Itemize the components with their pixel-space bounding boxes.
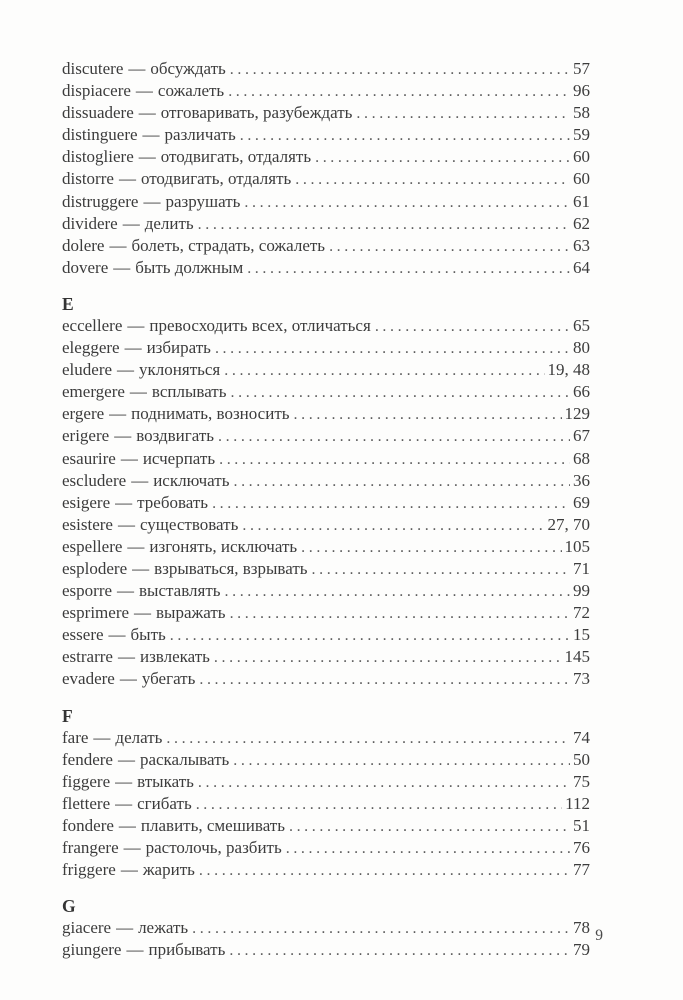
entry-term: espellere — [62, 536, 123, 556]
entry-label — [62, 146, 311, 167]
entry-translation: отодвигать, отдалять — [140, 169, 292, 189]
entry-translation: плавить, смешивать — [140, 815, 285, 835]
entry-term: frangere — [62, 838, 119, 857]
entry-translation: уклоняться — [139, 360, 221, 380]
entry-term: figgere — [62, 771, 111, 791]
entry-separator: — — [134, 603, 152, 623]
entry-page-ref: 51 — [573, 815, 590, 835]
entry-page-ref: 72 — [573, 603, 590, 623]
index-entry — [62, 124, 590, 146]
dot-leader — [231, 381, 571, 403]
entry-translation: прибывать — [148, 940, 226, 960]
entry-term: esaurire — [62, 448, 116, 468]
entry-label — [62, 646, 210, 667]
entry-term: dolere — [62, 235, 105, 255]
entry-page-ref: 57 — [573, 59, 590, 78]
entry-translation: избирать — [146, 338, 211, 358]
entry-translation: выражать — [156, 603, 226, 623]
entry-separator: — — [109, 235, 127, 255]
entry-label — [62, 793, 192, 814]
entry-page-ref: 60 — [573, 147, 590, 167]
entry-page-ref: 68 — [573, 448, 590, 468]
entry-term: distogliere — [62, 147, 134, 167]
dot-leader — [244, 191, 570, 213]
index-entry — [62, 580, 590, 602]
entry-page-ref: 58 — [573, 103, 590, 123]
entry-label — [62, 403, 290, 424]
index-entry — [62, 470, 590, 492]
entry-term: fondere — [62, 815, 114, 835]
entry-term: giacere — [62, 918, 112, 938]
index-entry — [62, 235, 590, 257]
entry-label — [62, 558, 308, 579]
entry-term: essere — [62, 625, 104, 645]
entry-term: escludere — [62, 470, 127, 490]
entry-separator: — — [117, 581, 135, 601]
section-letter: E — [62, 293, 74, 314]
entry-page-ref: 75 — [573, 771, 590, 791]
entry-label — [62, 124, 236, 145]
entry-label — [62, 102, 352, 123]
entry-label — [62, 939, 225, 960]
entry-separator: — — [142, 125, 160, 145]
entry-separator: — — [122, 213, 140, 233]
dot-leader — [224, 359, 544, 381]
dot-leader — [295, 168, 570, 190]
entry-term: esplodere — [62, 558, 128, 578]
index-entry — [62, 668, 590, 690]
entry-label — [62, 727, 162, 748]
entry-label — [62, 917, 188, 938]
entry-separator: — — [117, 514, 135, 534]
index-entry — [62, 168, 590, 190]
dot-leader — [375, 315, 570, 337]
entry-separator: — — [123, 838, 141, 857]
entry-separator: — — [115, 492, 133, 512]
dot-leader — [229, 939, 570, 961]
entry-page-ref: 73 — [573, 669, 590, 689]
dot-leader — [312, 558, 570, 580]
entry-translation: обсуждать — [150, 59, 226, 78]
index-entry — [62, 58, 590, 80]
entry-term: esprimere — [62, 603, 130, 623]
entry-term: erigere — [62, 426, 110, 446]
entry-label — [62, 470, 229, 491]
entry-label — [62, 859, 195, 880]
entry-label — [62, 425, 214, 446]
entry-separator: — — [119, 669, 137, 689]
entry-label — [62, 514, 238, 535]
index-entry — [62, 749, 590, 771]
entry-page-ref: 36 — [573, 470, 590, 490]
entry-label — [62, 381, 227, 402]
entry-separator: — — [118, 169, 136, 189]
entry-term: esigere — [62, 492, 111, 512]
index-entry — [62, 624, 590, 646]
dot-leader — [230, 58, 570, 80]
entry-separator: — — [132, 558, 150, 578]
dot-leader — [225, 580, 571, 602]
dot-leader — [215, 337, 570, 359]
dot-leader — [286, 837, 570, 859]
dot-leader — [212, 492, 570, 514]
entry-term: giungere — [62, 940, 122, 960]
entry-translation: сгибать — [137, 793, 192, 813]
dot-leader — [166, 727, 570, 749]
entry-translation: жарить — [142, 860, 195, 880]
index-entry — [62, 492, 590, 514]
index-entry — [62, 403, 590, 425]
dot-leader — [170, 624, 570, 646]
index-entry — [62, 727, 590, 749]
entry-label — [62, 837, 282, 858]
section-letter: G — [62, 896, 76, 917]
entry-label — [62, 191, 240, 212]
entry-page-ref: 129 — [564, 404, 590, 424]
entry-page-ref: 76 — [573, 838, 590, 857]
entry-page-ref: 65 — [573, 315, 590, 335]
entry-translation: раскалывать — [139, 749, 230, 769]
entry-translation: превосходить всех, отличаться — [149, 315, 371, 335]
entry-separator: — — [117, 647, 135, 667]
index-section — [62, 294, 590, 691]
dot-leader — [196, 793, 562, 815]
entry-separator: — — [108, 625, 126, 645]
entry-separator: — — [124, 338, 142, 358]
entry-translation: болеть, страдать, сожалеть — [131, 235, 326, 255]
entry-page-ref: 63 — [573, 235, 590, 255]
entry-separator: — — [113, 257, 131, 277]
entry-page-ref: 105 — [564, 536, 590, 556]
entry-translation: разрушать — [165, 191, 241, 211]
entry-translation: лежать — [138, 918, 189, 938]
entry-separator: — — [115, 771, 133, 791]
entry-translation: извлекать — [139, 647, 210, 667]
index-entry — [62, 448, 590, 470]
entry-page-ref: 96 — [573, 81, 590, 101]
entry-label — [62, 257, 243, 278]
entry-translation: всплывать — [151, 382, 227, 402]
entry-label — [62, 213, 194, 234]
entry-label — [62, 315, 371, 336]
entry-term: eccellere — [62, 315, 123, 335]
entry-term: esporre — [62, 581, 113, 601]
entry-term: dissuadere — [62, 103, 134, 123]
entry-translation: взрываться, взрывать — [154, 558, 308, 578]
entry-page-ref: 50 — [573, 749, 590, 769]
dot-leader — [356, 102, 570, 124]
index-entry — [62, 837, 590, 859]
entry-label — [62, 771, 194, 792]
entry-term: discutere — [62, 59, 124, 78]
entry-separator: — — [135, 81, 153, 101]
dot-leader — [233, 749, 570, 771]
dot-leader — [214, 646, 562, 668]
entry-separator: — — [128, 59, 146, 78]
dot-leader — [294, 403, 562, 425]
entry-term: distorre — [62, 169, 114, 189]
index-entry — [62, 536, 590, 558]
entry-separator: — — [120, 860, 138, 880]
index-entry — [62, 315, 590, 337]
section-letter: F — [62, 705, 73, 726]
entry-term: evadere — [62, 669, 115, 689]
entry-page-ref: 145 — [564, 647, 590, 667]
entry-page-ref: 62 — [573, 213, 590, 233]
entry-translation: исключать — [153, 470, 230, 490]
entry-term: fendere — [62, 749, 113, 769]
entry-separator: — — [126, 940, 144, 960]
entry-separator: — — [118, 815, 136, 835]
entry-label — [62, 668, 195, 689]
entry-label — [62, 337, 211, 358]
entry-page-ref: 77 — [573, 860, 590, 880]
dot-leader — [218, 425, 570, 447]
index-entry — [62, 359, 590, 381]
entry-term: estrarre — [62, 647, 113, 667]
dot-leader — [233, 470, 570, 492]
index-section — [62, 706, 590, 882]
entry-label — [62, 58, 226, 79]
entry-translation: быть — [130, 625, 166, 645]
index-entry — [62, 337, 590, 359]
entry-page-ref: 27, 70 — [547, 514, 590, 534]
index-entry — [62, 381, 590, 403]
entry-term: esistere — [62, 514, 113, 534]
entry-label — [62, 448, 215, 469]
entry-label — [62, 749, 229, 770]
index-entry — [62, 859, 590, 881]
entry-page-ref: 66 — [573, 382, 590, 402]
dot-leader — [242, 514, 544, 536]
dot-leader — [230, 602, 570, 624]
entry-page-ref: 99 — [573, 581, 590, 601]
index-entry — [62, 917, 590, 939]
index-section — [62, 58, 590, 279]
entry-page-ref: 60 — [573, 169, 590, 189]
entry-translation: быть должным — [135, 257, 244, 277]
index-section — [62, 896, 590, 961]
entry-label — [62, 168, 291, 189]
entry-page-ref: 79 — [573, 940, 590, 960]
entry-translation: выставлять — [139, 581, 221, 601]
index-entry — [62, 191, 590, 213]
entry-separator: — — [115, 793, 133, 813]
entry-translation: отговаривать, разубеждать — [160, 103, 353, 123]
index-entry — [62, 815, 590, 837]
index-entry — [62, 514, 590, 536]
dot-leader — [199, 859, 570, 881]
entry-translation: существовать — [139, 514, 239, 534]
entry-translation: воздвигать — [136, 426, 215, 446]
index-list — [62, 58, 590, 961]
entry-label — [62, 80, 224, 101]
index-entry — [62, 257, 590, 279]
entry-term: flettere — [62, 793, 111, 813]
entry-label — [62, 492, 208, 513]
entry-separator: — — [129, 382, 147, 402]
entry-separator: — — [116, 918, 134, 938]
dot-leader — [329, 235, 570, 257]
dot-leader — [198, 771, 570, 793]
dot-leader — [198, 213, 570, 235]
entry-page-ref: 19, 48 — [547, 360, 590, 380]
entry-separator: — — [138, 103, 156, 123]
entry-page-ref: 64 — [573, 257, 590, 277]
entry-term: ergere — [62, 404, 105, 424]
index-entry — [62, 80, 590, 102]
entry-separator: — — [138, 147, 156, 167]
index-entry — [62, 646, 590, 668]
entry-label — [62, 815, 285, 836]
entry-translation: убегать — [141, 669, 196, 689]
entry-term: dispiacere — [62, 81, 131, 101]
dot-leader — [228, 80, 570, 102]
entry-separator: — — [131, 470, 149, 490]
entry-separator: — — [114, 426, 132, 446]
entry-translation: различать — [164, 125, 236, 145]
entry-separator: — — [117, 749, 135, 769]
entry-label — [62, 536, 297, 557]
dot-leader — [301, 536, 561, 558]
entry-term: distinguere — [62, 125, 138, 145]
entry-translation: требовать — [137, 492, 209, 512]
entry-translation: отодвигать, отдалять — [160, 147, 312, 167]
index-entry — [62, 213, 590, 235]
entry-page-ref: 67 — [573, 426, 590, 446]
entry-translation: исчерпать — [142, 448, 216, 468]
entry-separator: — — [127, 315, 145, 335]
entry-separator: — — [117, 360, 135, 380]
entry-page-ref: 61 — [573, 191, 590, 211]
entry-translation: изгонять, исключать — [149, 536, 298, 556]
entry-page-ref: 80 — [573, 338, 590, 358]
entry-page-ref: 59 — [573, 125, 590, 145]
entry-term: dividere — [62, 213, 118, 233]
entry-page-ref: 74 — [573, 727, 590, 747]
index-entry — [62, 558, 590, 580]
page-number: 9 — [595, 927, 603, 944]
entry-page-ref: 112 — [565, 793, 590, 813]
index-entry — [62, 939, 590, 961]
entry-translation: сожалеть — [157, 81, 225, 101]
index-entry — [62, 793, 590, 815]
entry-term: fare — [62, 727, 89, 747]
entry-term: friggere — [62, 860, 116, 880]
index-entry — [62, 602, 590, 624]
entry-page-ref: 69 — [573, 492, 590, 512]
entry-translation: растолочь, разбить — [145, 838, 282, 857]
entry-separator: — — [143, 191, 161, 211]
dot-leader — [247, 257, 570, 279]
entry-label — [62, 624, 166, 645]
index-entry — [62, 102, 590, 124]
entry-label — [62, 235, 325, 256]
entry-translation: делать — [115, 727, 163, 747]
entry-term: eleggere — [62, 338, 120, 358]
entry-page-ref: 15 — [573, 625, 590, 645]
entry-translation: поднимать, возносить — [131, 404, 290, 424]
entry-separator: — — [127, 536, 145, 556]
dot-leader — [240, 124, 570, 146]
entry-separator: — — [109, 404, 127, 424]
entry-label — [62, 580, 221, 601]
entry-term: distruggere — [62, 191, 139, 211]
entry-term: eludere — [62, 360, 113, 380]
entry-separator: — — [120, 448, 138, 468]
entry-label — [62, 602, 226, 623]
entry-label — [62, 359, 220, 380]
entry-page-ref: 78 — [573, 918, 590, 938]
index-entry — [62, 425, 590, 447]
entry-translation: втыкать — [137, 771, 194, 791]
entry-term: emergere — [62, 382, 125, 402]
entry-term: dovere — [62, 257, 109, 277]
entry-page-ref: 71 — [573, 558, 590, 578]
dot-leader — [199, 668, 570, 690]
dot-leader — [219, 448, 570, 470]
entry-separator: — — [93, 727, 111, 747]
index-entry — [62, 146, 590, 168]
dot-leader — [315, 146, 570, 168]
dot-leader — [192, 917, 570, 939]
dot-leader — [289, 815, 570, 837]
entry-translation: делить — [144, 213, 194, 233]
index-entry — [62, 771, 590, 793]
